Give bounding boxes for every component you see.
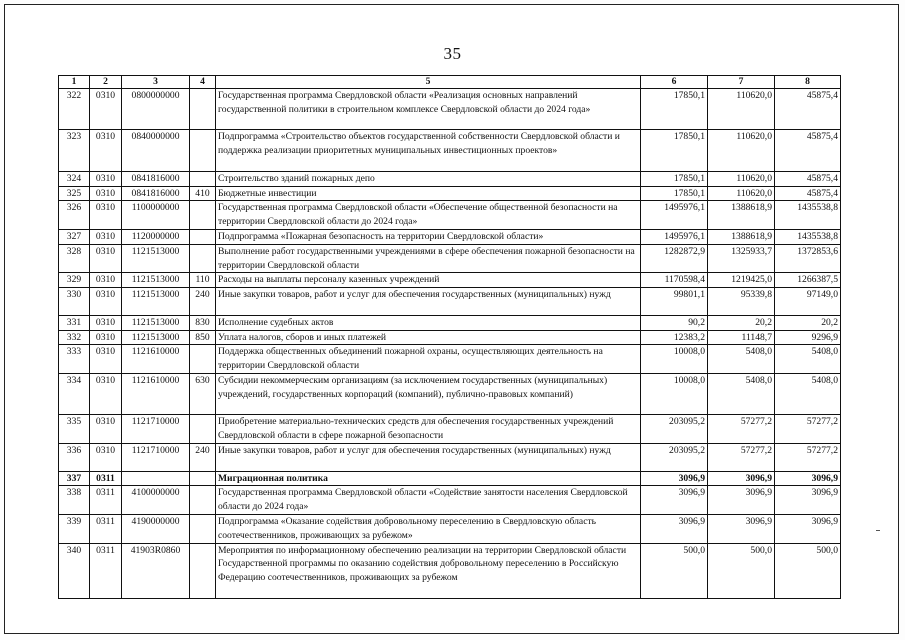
value-col6-cell: 1495976,1 — [641, 201, 708, 230]
description-cell: Выполнение работ государственными учреждениями в сфере обеспечения пожарной безопасности на территории Свердловской области — [216, 244, 641, 273]
expense-type-cell — [190, 543, 216, 598]
target-code-cell: 1121710000 — [122, 443, 190, 471]
value-col6-cell: 203095,2 — [641, 443, 708, 471]
value-col8-cell: 97149,0 — [775, 288, 841, 316]
target-code-cell: 1121513000 — [122, 315, 190, 330]
value-col7-cell: 110620,0 — [708, 171, 775, 186]
expense-type-cell: 240 — [190, 443, 216, 471]
target-code-cell: 1100000000 — [122, 201, 190, 230]
value-col6-cell: 90,2 — [641, 315, 708, 330]
description-cell: Государственная программа Свердловской области «Реализация основных направлений государственной политики в строительном комплексе Свердловской области до 2024 года» — [216, 89, 641, 130]
row-number-cell: 334 — [59, 373, 90, 414]
row-number-cell: 329 — [59, 273, 90, 288]
row-number-cell: 327 — [59, 229, 90, 244]
table-row — [59, 229, 841, 244]
value-col8-cell: 5408,0 — [775, 345, 841, 374]
description-cell: Бюджетные инвестиции — [216, 186, 641, 201]
table-row — [59, 373, 841, 414]
expense-type-cell: 410 — [190, 186, 216, 201]
row-number-cell: 322 — [59, 89, 90, 130]
header-cell: 8 — [775, 76, 841, 89]
section-code-cell: 0310 — [90, 330, 122, 345]
section-code-cell: 0310 — [90, 288, 122, 316]
row-number-cell: 325 — [59, 186, 90, 201]
table-row — [59, 543, 841, 598]
value-col7-cell: 5408,0 — [708, 345, 775, 374]
value-col7-cell: 110620,0 — [708, 89, 775, 130]
expense-type-cell: 110 — [190, 273, 216, 288]
target-code-cell: 1121610000 — [122, 345, 190, 374]
page-number: 35 — [443, 44, 462, 63]
expense-type-cell — [190, 514, 216, 543]
description-cell: Подпрограмма «Строительство объектов государственной собственности Свердловской области и поддержка реализации приоритетных муниципальных инвестиционных проектов» — [216, 130, 641, 171]
scan-mark — [876, 530, 880, 531]
table-row — [59, 186, 841, 201]
value-col7-cell: 3096,9 — [708, 486, 775, 515]
description-cell: Миграционная политика — [216, 471, 641, 486]
section-code-cell: 0310 — [90, 89, 122, 130]
target-code-cell: 4100000000 — [122, 486, 190, 515]
value-col7-cell: 1219425,0 — [708, 273, 775, 288]
value-col8-cell: 45875,4 — [775, 89, 841, 130]
value-col7-cell: 1388618,9 — [708, 229, 775, 244]
header-cell: 6 — [641, 76, 708, 89]
table-row — [59, 171, 841, 186]
description-cell: Иные закупки товаров, работ и услуг для обеспечения государственных (муниципальных) нужд — [216, 443, 641, 471]
expense-type-cell: 830 — [190, 315, 216, 330]
description-cell: Поддержка общественных объединений пожарной охраны, осуществляющих деятельность на территории Свердловской области — [216, 345, 641, 374]
value-col6-cell: 1170598,4 — [641, 273, 708, 288]
section-code-cell: 0311 — [90, 471, 122, 486]
expense-type-cell — [190, 415, 216, 444]
table-row — [59, 89, 841, 130]
table-row — [59, 201, 841, 230]
value-col6-cell: 500,0 — [641, 543, 708, 598]
value-col6-cell: 12383,2 — [641, 330, 708, 345]
header-cell: 1 — [59, 76, 90, 89]
header-row — [59, 76, 841, 89]
table-row — [59, 315, 841, 330]
row-number-cell: 335 — [59, 415, 90, 444]
target-code-cell: 1121513000 — [122, 330, 190, 345]
value-col8-cell: 45875,4 — [775, 186, 841, 201]
table-row — [59, 471, 841, 486]
value-col7-cell: 1325933,7 — [708, 244, 775, 273]
value-col8-cell: 9296,9 — [775, 330, 841, 345]
target-code-cell: 1121513000 — [122, 288, 190, 316]
value-col6-cell: 3096,9 — [641, 514, 708, 543]
value-col8-cell: 5408,0 — [775, 373, 841, 414]
value-col8-cell: 500,0 — [775, 543, 841, 598]
expense-type-cell: 240 — [190, 288, 216, 316]
value-col7-cell: 3096,9 — [708, 471, 775, 486]
description-cell: Подпрограмма «Оказание содействия добровольному переселению в Свердловскую область соотечественников, проживающих за рубежом» — [216, 514, 641, 543]
value-col7-cell: 95339,8 — [708, 288, 775, 316]
header-cell: 3 — [122, 76, 190, 89]
value-col7-cell: 110620,0 — [708, 186, 775, 201]
value-col7-cell: 20,2 — [708, 315, 775, 330]
value-col8-cell: 1435538,8 — [775, 201, 841, 230]
value-col6-cell: 17850,1 — [641, 130, 708, 171]
value-col6-cell: 17850,1 — [641, 186, 708, 201]
section-code-cell: 0311 — [90, 514, 122, 543]
target-code-cell: 0841816000 — [122, 186, 190, 201]
value-col8-cell: 3096,9 — [775, 486, 841, 515]
expense-type-cell — [190, 471, 216, 486]
row-number-cell: 339 — [59, 514, 90, 543]
description-cell: Субсидии некоммерческим организациям (за исключением государственных (муниципальных) учреждений, государственных корпораций (компаний), публично-правовых компаний) — [216, 373, 641, 414]
expense-type-cell — [190, 201, 216, 230]
table-row — [59, 273, 841, 288]
row-number-cell: 328 — [59, 244, 90, 273]
description-cell: Иные закупки товаров, работ и услуг для обеспечения государственных (муниципальных) нужд — [216, 288, 641, 316]
row-number-cell: 337 — [59, 471, 90, 486]
description-cell: Мероприятия по информационному обеспечению реализации на территории Свердловской области Государственной программы по оказанию содействия добровольному переселению в Российскую Федерацию соотечественников, проживающих за рубежом — [216, 543, 641, 598]
section-code-cell: 0310 — [90, 229, 122, 244]
value-col8-cell: 45875,4 — [775, 130, 841, 171]
target-code-cell: 1120000000 — [122, 229, 190, 244]
value-col7-cell: 5408,0 — [708, 373, 775, 414]
target-code-cell: 41903R0860 — [122, 543, 190, 598]
expense-type-cell — [190, 229, 216, 244]
row-number-cell: 336 — [59, 443, 90, 471]
value-col8-cell: 3096,9 — [775, 514, 841, 543]
value-col6-cell: 3096,9 — [641, 471, 708, 486]
value-col6-cell: 1495976,1 — [641, 229, 708, 244]
target-code-cell — [122, 471, 190, 486]
section-code-cell: 0310 — [90, 201, 122, 230]
row-number-cell: 326 — [59, 201, 90, 230]
target-code-cell: 0800000000 — [122, 89, 190, 130]
table-row — [59, 288, 841, 316]
target-code-cell: 1121513000 — [122, 244, 190, 273]
section-code-cell: 0310 — [90, 315, 122, 330]
expense-type-cell: 850 — [190, 330, 216, 345]
value-col7-cell: 1388618,9 — [708, 201, 775, 230]
section-code-cell: 0310 — [90, 186, 122, 201]
section-code-cell: 0310 — [90, 244, 122, 273]
section-code-cell: 0311 — [90, 543, 122, 598]
value-col6-cell: 17850,1 — [641, 89, 708, 130]
row-number-cell: 324 — [59, 171, 90, 186]
value-col6-cell: 10008,0 — [641, 373, 708, 414]
row-number-cell: 338 — [59, 486, 90, 515]
value-col8-cell: 45875,4 — [775, 171, 841, 186]
section-code-cell: 0310 — [90, 345, 122, 374]
value-col8-cell: 1435538,8 — [775, 229, 841, 244]
budget-table — [58, 75, 841, 599]
row-number-cell: 332 — [59, 330, 90, 345]
value-col6-cell: 3096,9 — [641, 486, 708, 515]
table-row — [59, 486, 841, 515]
header-cell: 7 — [708, 76, 775, 89]
table-row — [59, 415, 841, 444]
expense-type-cell — [190, 171, 216, 186]
expense-type-cell — [190, 345, 216, 374]
section-code-cell: 0310 — [90, 443, 122, 471]
description-cell: Государственная программа Свердловской области «Обеспечение общественной безопасности на территории Свердловской области до 2024 года» — [216, 201, 641, 230]
table-row — [59, 244, 841, 273]
value-col6-cell: 99801,1 — [641, 288, 708, 316]
expense-type-cell — [190, 486, 216, 515]
value-col8-cell: 20,2 — [775, 315, 841, 330]
table-row — [59, 330, 841, 345]
description-cell: Подпрограмма «Пожарная безопасность на территории Свердловской области» — [216, 229, 641, 244]
description-cell: Строительство зданий пожарных депо — [216, 171, 641, 186]
section-code-cell: 0310 — [90, 415, 122, 444]
value-col7-cell: 11148,7 — [708, 330, 775, 345]
section-code-cell: 0311 — [90, 486, 122, 515]
row-number-cell: 333 — [59, 345, 90, 374]
section-code-cell: 0310 — [90, 273, 122, 288]
description-cell: Исполнение судебных актов — [216, 315, 641, 330]
value-col6-cell: 17850,1 — [641, 171, 708, 186]
target-code-cell: 1121513000 — [122, 273, 190, 288]
table-row — [59, 130, 841, 171]
expense-type-cell: 630 — [190, 373, 216, 414]
row-number-cell: 340 — [59, 543, 90, 598]
header-cell: 5 — [216, 76, 641, 89]
value-col8-cell: 57277,2 — [775, 415, 841, 444]
value-col8-cell: 1372853,6 — [775, 244, 841, 273]
header-cell: 4 — [190, 76, 216, 89]
value-col7-cell: 57277,2 — [708, 443, 775, 471]
target-code-cell: 4190000000 — [122, 514, 190, 543]
expense-type-cell — [190, 130, 216, 171]
target-code-cell: 0840000000 — [122, 130, 190, 171]
expense-type-cell — [190, 89, 216, 130]
value-col7-cell: 500,0 — [708, 543, 775, 598]
value-col6-cell: 1282872,9 — [641, 244, 708, 273]
target-code-cell: 0841816000 — [122, 171, 190, 186]
description-cell: Приобретение материально-технических средств для обеспечения государственных учреждений Свердловской области в сфере пожарной безопасности — [216, 415, 641, 444]
section-code-cell: 0310 — [90, 373, 122, 414]
header-cell: 2 — [90, 76, 122, 89]
value-col7-cell: 110620,0 — [708, 130, 775, 171]
value-col7-cell: 3096,9 — [708, 514, 775, 543]
value-col8-cell: 3096,9 — [775, 471, 841, 486]
table-row — [59, 345, 841, 374]
value-col7-cell: 57277,2 — [708, 415, 775, 444]
row-number-cell: 323 — [59, 130, 90, 171]
value-col6-cell: 10008,0 — [641, 345, 708, 374]
section-code-cell: 0310 — [90, 171, 122, 186]
value-col8-cell: 57277,2 — [775, 443, 841, 471]
target-code-cell: 1121710000 — [122, 415, 190, 444]
row-number-cell: 331 — [59, 315, 90, 330]
row-number-cell: 330 — [59, 288, 90, 316]
value-col6-cell: 203095,2 — [641, 415, 708, 444]
table-row — [59, 514, 841, 543]
description-cell: Уплата налогов, сборов и иных платежей — [216, 330, 641, 345]
description-cell: Расходы на выплаты персоналу казенных учреждений — [216, 273, 641, 288]
expense-type-cell — [190, 244, 216, 273]
table-row — [59, 443, 841, 471]
description-cell: Государственная программа Свердловской области «Содействие занятости населения Свердловской области до 2024 года» — [216, 486, 641, 515]
value-col8-cell: 1266387,5 — [775, 273, 841, 288]
target-code-cell: 1121610000 — [122, 373, 190, 414]
section-code-cell: 0310 — [90, 130, 122, 171]
